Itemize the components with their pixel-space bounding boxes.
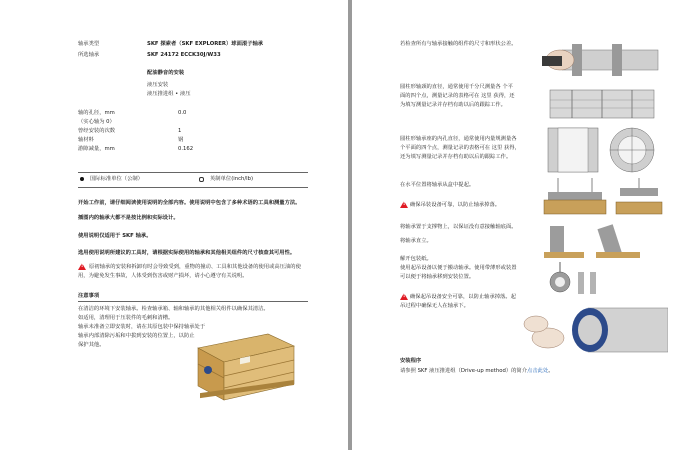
instruction-1: 开始工作前，请仔细阅读使用说明的全部内容。使用说明中包含了多种术语的工具和测量方法。: [78, 200, 301, 206]
shaft-measurement-illustration: [542, 84, 662, 124]
spec-value: 钢: [178, 137, 184, 143]
warning-text: 吊过程中确保无人在轴承下。: [400, 303, 469, 309]
housing-text: 圆柱形轴承座的内孔直径，通常使用内量规测量各: [400, 136, 517, 142]
unit-imperial: 英制单位(inch/lb): [210, 176, 254, 182]
bearing-type-label: 轴承类型: [78, 41, 100, 47]
final-suffix: 。: [548, 368, 554, 374]
shaft-text: 圆柱形轴颈的直径，通常使用千分尺测量各 个平: [400, 84, 513, 90]
upright-text: 将轴承直立。: [400, 238, 432, 244]
final-text: [400, 368, 554, 375]
warning-text: 确保吊装设备可靠，以防止轴承掉落。: [410, 202, 501, 208]
note-line: 如适用，清理用于压装件的毛刺和清槽。: [78, 315, 174, 321]
unwrap-text: 解开包装纸。: [400, 256, 432, 262]
section-title: 安装程序: [400, 358, 422, 364]
wooden-crate-illustration: [194, 320, 298, 406]
warning-line: 用，为避免发生事故，人体受到伤害或财产损坏，请小心遵守有关说明。: [78, 273, 248, 279]
mounting-illustration: [518, 300, 668, 360]
hoist-illustration: [540, 262, 610, 298]
install-line1: 液压安装: [147, 82, 169, 88]
warning-icon: [400, 293, 408, 300]
hoist-text: 使用起吊设备以便于搬动轴承。使用带薄形或装置: [400, 265, 517, 271]
warning-text: 确保起吊设备安全可靠，以防止轴承掉落。起: [410, 294, 516, 300]
note-line: 保护其他。: [78, 342, 105, 348]
spec-value: 0.0: [178, 110, 187, 116]
metric-radio[interactable]: [80, 177, 84, 181]
final-prefix: 请参照 SKF 液压推进组（Drive-up method）的简介: [400, 368, 528, 374]
spec-value: 0.162: [178, 146, 194, 152]
lift-text: 在水平位置将轴承从盒中提起。: [400, 182, 475, 188]
warning-icon: [400, 201, 408, 208]
lift-from-box-illustration: [614, 178, 664, 218]
warning-icon: [78, 263, 86, 270]
hoist-text: 可以便于将轴承移到安装位置。: [400, 274, 475, 280]
notes-title: 注意事项: [78, 293, 100, 299]
left-page: [0, 0, 348, 450]
divider: [78, 301, 308, 302]
lift-from-box-illustration: [540, 178, 610, 218]
spec-label: 游隙减量，mm: [78, 146, 115, 152]
spec-value: 1: [178, 128, 182, 134]
bearing-type-value: SKF 探索者（SKF EXPLORER）球面滚子轴承: [147, 41, 264, 47]
instruction-3: 使用说明仅适用于 SKF 轴承。: [78, 233, 152, 239]
install-title: 配油静音的安装: [147, 70, 185, 76]
caliper-illustration: [542, 36, 662, 80]
divider: [78, 172, 308, 173]
install-line2: 液压推进组 • 液压: [147, 91, 191, 97]
housing-text: 还为填写测量记录并存档有助以后的跟踪工作。: [400, 154, 512, 160]
selected-value: SKF 24172 ECCK30J/W33: [147, 52, 221, 58]
spec-label: 轴的孔径，mm: [78, 110, 115, 116]
shaft-text: 为填写测量记录并存档有助以后的跟踪工作。: [400, 102, 506, 108]
upright-bearing-illustration: [540, 222, 660, 260]
housing-text: 个平面的四个点，测量记录的表格可在 这里 获得，: [400, 145, 520, 151]
instruction-2: 插图内的轴承大都不是按比例和实际设计。: [78, 215, 179, 221]
spec-label: （实心轴为 0）: [78, 119, 115, 125]
warning-line: 原初轴承的安装和拆卸有时会导致受到，重物的撞动、工具和其他设备的使用或高压油的使: [89, 264, 301, 270]
note-line: 轴承内部清除污垢和中拔到安装的位置上，以防止: [78, 333, 195, 339]
right-page: [352, 0, 700, 450]
support-text: 将轴承置于支撑物上，以保证没有意接触轴底面。: [400, 224, 517, 230]
imperial-radio[interactable]: [199, 177, 204, 182]
selected-label: 所选轴承: [78, 52, 100, 58]
unit-metric: 国际标准单位（公制）: [90, 176, 143, 182]
instruction-4: 选用使用说明所建议的工具时，请根据实际使用的轴承和其他相关组件的尺寸核查其可用性。: [78, 250, 296, 256]
note-line: 轴承未准备立即安装时，请在其原包装中保持轴承处于: [78, 324, 206, 330]
note-line: 在清洁的环境下安装轴承。检查轴承箱、轴和轴承的其他相关组件以确保其清洁。: [78, 306, 269, 312]
spec-label: 轴材料: [78, 137, 94, 143]
divider: [78, 187, 308, 188]
shaft-text: 面的四个点，测量记录的表格可在 这里 获得，还: [400, 93, 515, 99]
spec-label: 曾经安装的次数: [78, 128, 116, 134]
check-dimensions-text: 若检查所有与轴承接触的组件的尺寸和形状公差。: [400, 41, 517, 47]
housing-bore-illustration: [542, 124, 662, 176]
final-link[interactable]: 点击此处: [527, 368, 549, 374]
